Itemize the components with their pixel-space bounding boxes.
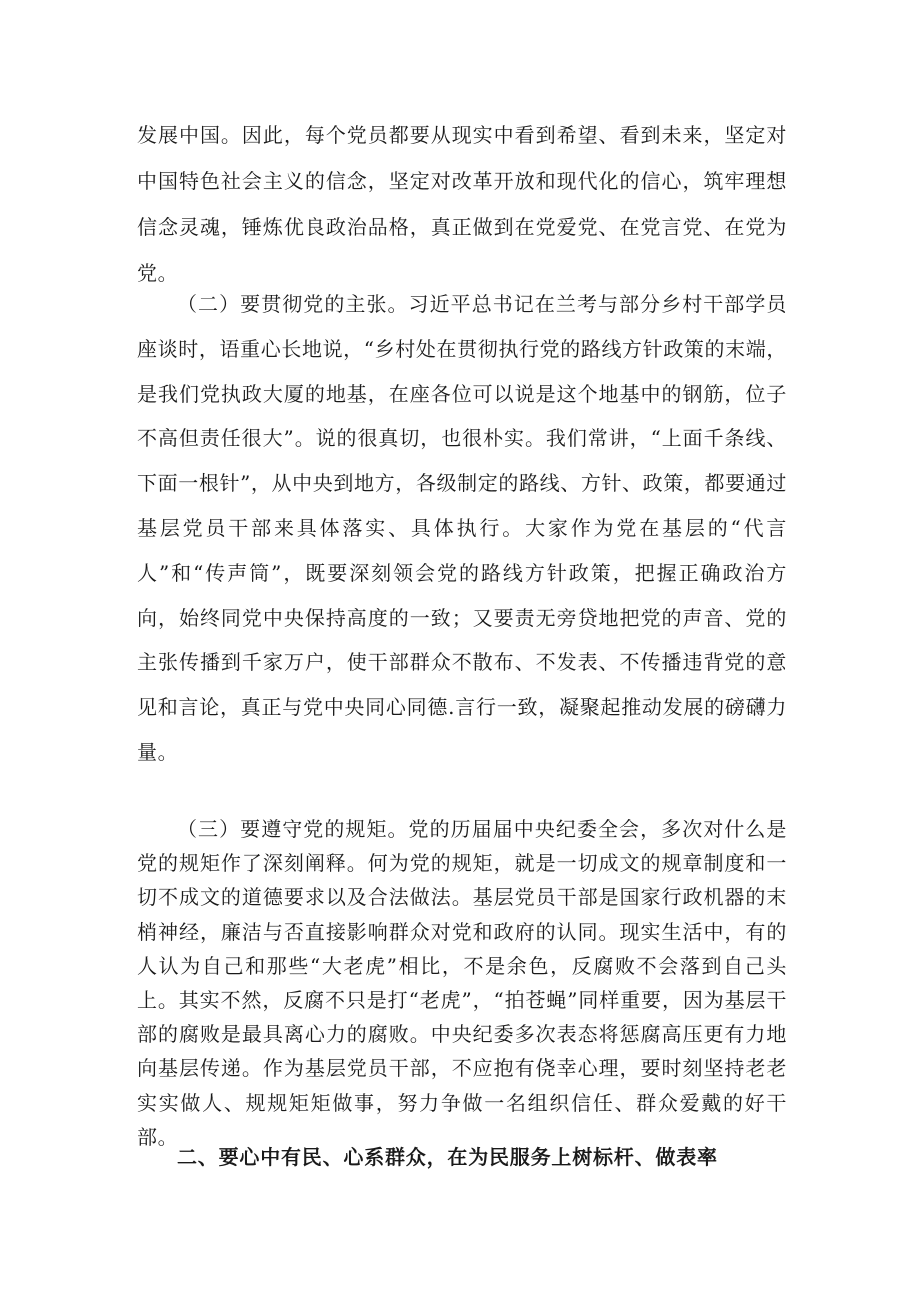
paragraph-continuation: 发展中国。因此，每个党员都要从现实中看到希望、看到未来，坚定对中国特色社会主义的信念，坚定对改革开放和现代化的信心，筑牢理想信念灵魂，锤炼优良政治品格，真正做到在党爱党、在党言党、在党为党。 xyxy=(137,123,787,285)
paragraph-observe-party-rules: （三）要遵守党的规矩。党的历届届中央纪委全会，多次对什么是党的规矩作了深刻阐释。何为党的规矩，就是一切成文的规章制度和一切不成文的道德要求以及合法做法。基层党员干部是国家行政机器的末梢神经，廉洁与否直接影响群众对党和政府的认同。现实生活中，有的人认为自己和那些“大老虎”相比，不是余色，反腐败不会落到自己头上。其实不然，反腐不只是打“老虎”，“拍苍蝇”同样重要，因为基层干部的腐败是最具离心力的腐败。中央纪委多次表态将惩腐高压更有力地向基层传递。作为基层党员干部，不应抱有侥幸心理，要时刻坚持老老实实做人、规规矩矩做事，努力争做一名组织信任、群众爱戴的好干部。 xyxy=(137,817,787,1149)
paragraph-implement-party-policy: （二）要贯彻党的主张。习近平总书记在兰考与部分乡村干部学员座谈时，语重心长地说，“乡村处在贯彻执行党的路线方针政策的末端，是我们党执政大厦的地基，在座各位可以说是这个地基中的钢筋，位子不高但责任很大”。说的很真切，也很朴实。我们常讲，“上面千条线、下面一根针”，从中央到地方，各级制定的路线、方针、政策，都要通过基层党员干部来具体落实、具体执行。大家作为党在基层的“代言人”和“传声筒”，既要深刻领会党的路线方针政策，把握正确政治方向，始终同党中央保持高度的一致；又要责无旁贷地把党的声音、党的主张传播到千家万户，使干部群众不散布、不发表、不传播违背党的意见和言论，真正与党中央同心同德.言行一致，凝聚起推动发展的磅礴力量。 xyxy=(137,292,787,764)
section-heading: 二、要心中有民、心系群众，在为民服务上树标杆、做表率 xyxy=(177,1145,718,1169)
